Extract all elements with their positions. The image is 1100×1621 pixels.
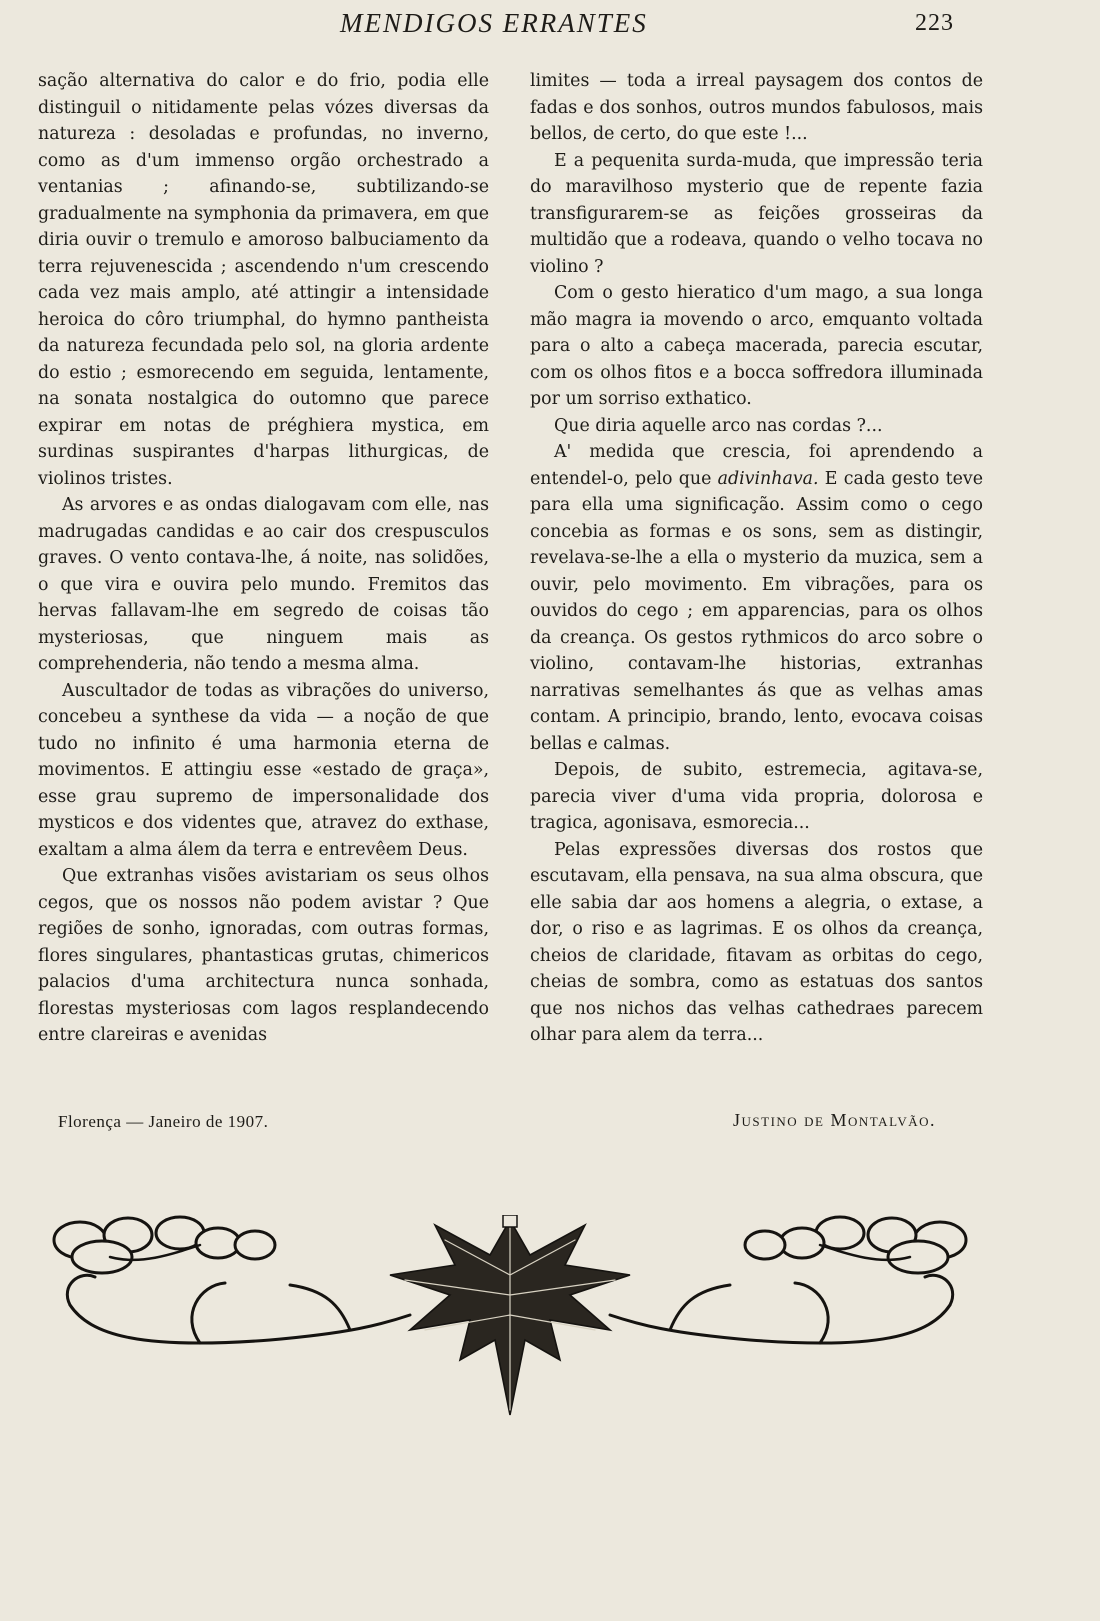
right-column	[530, 68, 983, 1049]
paragraph: limites — toda a irreal paysagem dos contos de fadas e dos sonhos, outros mundos fabulosos, mais bellos, de certo, do que este !...	[530, 71, 983, 144]
paragraph: Pelas expressões diversas dos rostos que escutavam, ella pensava, na sua alma obscura, que elle sabia dar aos homens a alegria, o extase, a dor, o riso e as lagrimas. E os olhos da creança, cheios de claridade, fitavam as orbitas do cego, cheias de sombra, como as estatuas dos santos que nos nichos das velhas cathedraes parecem olhar para alem da terra...	[530, 839, 983, 1045]
italic-word: adivinhava.	[717, 468, 819, 489]
page-number: 223	[915, 10, 954, 36]
page-header	[0, 6, 1100, 40]
right-flower-scroll	[610, 1217, 966, 1343]
central-leaf	[390, 1215, 630, 1415]
paragraph: Com o gesto hieratico d'um mago, a sua longa mão magra ia movendo o arco, emquanto voltada para o alto a cabeça macerada, parecia escutar, com os olhos fitos e a bocca soffredora illuminada por um sorriso exthatico.	[530, 283, 983, 409]
paragraph: Que diria aquelle arco nas cordas ?...	[554, 415, 883, 436]
paragraph: E a pequenita surda-muda, que impressão teria do maravilhoso mysterio que de repente fazia transfigurarem-se as feições grosseiras da multidão que a rodeava, quando o velho tocava no violino ?	[530, 150, 983, 277]
paragraph: Depois, de subito, estremecia, agitava-se, parecia viver d'uma vida propria, dolorosa e tragica, agonisava, esmorecia...	[530, 760, 983, 833]
paragraph: sação alternativa do calor e do frio, podia elle distinguil o nitidamente pelas vózes diversas da natureza : desoladas e profundas, no inverno, como as d'um immenso orgão orchestrado a ventanias ; afinando-se, subtilizando-se gradualmente na symphonia da primavera, em que diria ouvir o tremulo e amoroso balbuciamento da terra rejuvenescida ; ascendendo n'um crescendo cada vez mais amplo, até attingir a intensidade heroica do côro triumphal, do hymno pantheista da natureza fecundada pelo sol, na gloria ardente do estio ; esmorecendo em seguida, lentamente, na sonata nostalgica do outomno que parece expirar em notas de préghiera mystica, em surdinas suspirantes d'harpas lithurgicas, de violinos tristes.	[38, 71, 489, 489]
paragraph-lead: A' medida que crescia, foi aprendendo a entendel-o, pelo que	[530, 442, 983, 489]
left-column	[38, 68, 489, 1049]
paragraph-rest: E cada gesto teve para ella uma significação. Assim como o cego concebia as formas e os sons, sem as distingir, revelava-se-lhe a ella o mysterio da muzica, sem a ouvir, pelo movimento. Em vibrações, para os ouvidos do cego ; em apparencias, para os olhos da creança. Os gestos rythmicos do arco sobre o violino, contavam-lhe historias, extranhas narrativas semelhantes ás que as velhas amas contam. A principio, brando, lento, evocava coisas bellas e calmas.	[530, 468, 983, 754]
place-date: Florença — Janeiro de 1907.	[58, 1112, 269, 1131]
paragraph: As arvores e as ondas dialogavam com elle, nas madrugadas candidas e ao cair dos crespusculos graves. O vento contava-lhe, á noite, nas solidões, o que vira e ouvira pelo mundo. Fremitos das hervas fallavam-lhe em segredo de coisas tão mysteriosas, que ninguem mais as comprehenderia, não tendo a mesma alma.	[38, 495, 489, 674]
running-title: MENDIGOS ERRANTES	[340, 8, 648, 38]
paragraph: Auscultador de todas as vibrações do universo, concebeu a synthese da vida — a noção de que tudo no infinito é uma harmonia eterna de movimentos. E attingiu esse «estado de graça», esse grau supremo de impersonalidade dos mysticos e dos videntes que, atravez do exthase, exaltam a alma álem da terra e entrevêem Deus.	[38, 680, 489, 860]
floral-vignette-icon	[50, 1215, 970, 1435]
paragraph: Que extranhas visões avistariam os seus olhos cegos, que os nossos não podem avistar ? Que regiões de sonho, ignoradas, com outras formas, flores singulares, phantasticas grutas, chimericos palacios d'uma architectura nunca sonhada, florestas mysteriosas com lagos resplandecendo entre clareiras e avenidas	[38, 866, 489, 1045]
left-flower-scroll	[54, 1217, 410, 1343]
author-signature: Justino de Montalvão.	[733, 1110, 936, 1130]
paragraph	[530, 439, 983, 757]
